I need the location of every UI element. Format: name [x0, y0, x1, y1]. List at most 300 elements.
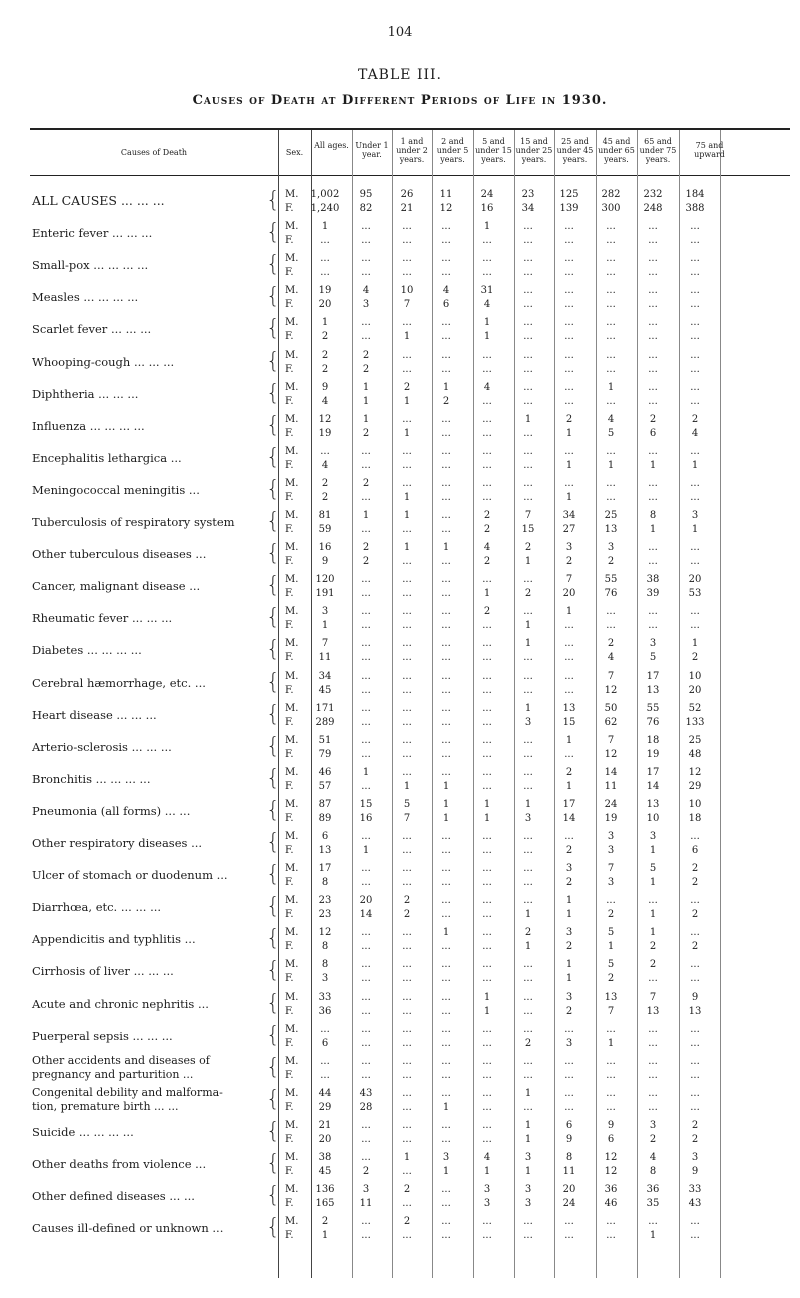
data-cell: 5 — [607, 427, 615, 439]
data-cell: 20 — [359, 895, 373, 907]
data-cell: 44 — [318, 1087, 332, 1099]
brace-glyph: { — [266, 637, 280, 663]
data-cell: 13 — [604, 524, 618, 535]
brace-glyph: { — [266, 541, 280, 567]
data-cell: 13 — [318, 845, 332, 856]
data-cell: ... — [361, 588, 371, 600]
sex-female: F. — [285, 1198, 294, 1210]
data-cell: ... — [690, 959, 700, 971]
data-cell: 36 — [318, 1005, 332, 1017]
data-cell: 133 — [685, 716, 705, 728]
data-cell: 55 — [646, 702, 660, 714]
header-age-group — [554, 137, 596, 164]
data-cell: ... — [482, 395, 492, 407]
data-cell: ... — [482, 491, 492, 503]
data-cell: 1 — [362, 845, 370, 856]
data-cell: 1 — [483, 991, 491, 1003]
data-cell: 2 — [362, 363, 370, 375]
data-cell: 388 — [685, 203, 705, 214]
header-age-group — [596, 137, 637, 164]
data-cell: 1 — [483, 317, 491, 329]
data-cell: ... — [361, 991, 371, 1003]
data-cell: 3 — [649, 831, 657, 842]
data-cell: ... — [690, 395, 700, 407]
data-cell: ... — [482, 863, 492, 875]
data-cell: ... — [523, 477, 533, 489]
data-cell: ... — [564, 652, 574, 664]
data-cell: 15 — [521, 524, 535, 535]
cause-label: ALL CAUSES ... ... ... — [32, 193, 165, 208]
header-label: Under 1 year. — [355, 141, 389, 159]
data-cell: ... — [564, 748, 574, 760]
data-cell: ... — [402, 235, 412, 247]
data-cell: ... — [441, 267, 451, 279]
data-cell: ... — [606, 349, 616, 361]
data-cell: ... — [441, 556, 451, 568]
cause-label: Causes ill-defined or unknown ... — [32, 1221, 224, 1236]
brace-glyph: { — [266, 1151, 280, 1176]
header-age-group — [392, 137, 432, 164]
data-cell: 33 — [688, 1184, 702, 1196]
cause-label: Ulcer of stomach or duodenum ... — [32, 868, 228, 883]
data-cell: ... — [441, 331, 451, 343]
data-cell: 43 — [359, 1087, 373, 1099]
sex-male: M. — [285, 1184, 299, 1196]
data-cell: 14 — [646, 780, 660, 792]
brace-glyph: { — [266, 509, 280, 534]
sex-male: M. — [285, 285, 299, 297]
data-cell: 13 — [562, 702, 576, 714]
data-cell: ... — [690, 349, 700, 361]
data-cell: 13 — [646, 1005, 660, 1017]
data-cell: ... — [482, 766, 492, 778]
data-cell: ... — [482, 1055, 492, 1067]
data-cell: 24 — [604, 798, 618, 810]
data-cell: 2 — [565, 413, 573, 425]
data-cell: 171 — [315, 702, 335, 714]
data-cell: 3 — [362, 1184, 370, 1196]
sex-male: M. — [285, 221, 299, 233]
data-cell: 1 — [524, 702, 532, 714]
data-cell: ... — [361, 606, 371, 618]
data-cell: ... — [523, 1005, 533, 1017]
data-cell: 1 — [403, 1152, 411, 1163]
data-cell: 1 — [565, 973, 573, 985]
data-cell: 1 — [565, 909, 573, 921]
data-cell: ... — [482, 445, 492, 457]
data-cell: ... — [482, 684, 492, 696]
data-cell: ... — [648, 445, 658, 457]
data-cell: 13 — [646, 798, 660, 810]
data-cell: 76 — [604, 588, 618, 600]
data-cell: ... — [690, 831, 700, 842]
data-cell: ... — [564, 235, 574, 247]
cause-label: Influenza ... ... ... ... — [32, 418, 145, 433]
data-cell: ... — [441, 477, 451, 489]
data-cell: 2 — [403, 1216, 411, 1228]
data-cell: 89 — [318, 812, 332, 824]
data-cell: 46 — [604, 1198, 618, 1210]
data-cell: 3 — [524, 1198, 532, 1210]
header-label: 2 and under 5 years. — [436, 137, 469, 164]
data-cell: 5 — [403, 798, 411, 810]
data-cell: ... — [441, 909, 451, 921]
sex-female: F. — [285, 395, 294, 407]
data-cell: 28 — [359, 1101, 373, 1113]
data-cell: ... — [361, 652, 371, 664]
data-cell: 5 — [607, 959, 615, 971]
data-cell: ... — [361, 445, 371, 457]
data-cell: ... — [482, 1069, 492, 1081]
data-cell: 14 — [562, 812, 576, 824]
data-cell: 1 — [362, 395, 370, 407]
data-cell: ... — [441, 895, 451, 907]
cause-label: Puerperal sepsis ... ... ... — [32, 1028, 173, 1043]
data-cell: 20 — [562, 1184, 576, 1196]
data-cell: ... — [482, 235, 492, 247]
data-cell: ... — [606, 221, 616, 233]
brace-glyph: { — [266, 701, 280, 727]
data-cell: 11 — [359, 1198, 373, 1210]
sex-male: M. — [285, 542, 299, 554]
data-cell: ... — [441, 445, 451, 457]
data-cell: 3 — [607, 845, 615, 856]
data-cell: 8 — [321, 959, 329, 971]
data-cell: ... — [564, 331, 574, 343]
data-cell: 29 — [688, 780, 702, 792]
data-cell: ... — [690, 1216, 700, 1228]
data-cell: 6 — [442, 299, 450, 311]
data-cell: 3 — [362, 299, 370, 311]
data-cell: ... — [320, 235, 330, 247]
brace-glyph: { — [266, 797, 280, 823]
data-cell: 12 — [439, 203, 453, 214]
data-cell: 6 — [649, 427, 657, 439]
data-cell: 95 — [359, 189, 373, 200]
brace-glyph: { — [266, 476, 280, 502]
data-cell: ... — [606, 235, 616, 247]
data-cell: ... — [361, 1055, 371, 1067]
data-cell: 1 — [403, 542, 411, 554]
data-cell: ... — [402, 863, 412, 875]
data-cell: 1 — [524, 638, 532, 650]
data-cell: ... — [441, 652, 451, 664]
data-cell: 2 — [691, 877, 699, 889]
data-cell: ... — [523, 959, 533, 971]
data-cell: ... — [482, 748, 492, 760]
data-cell: 2 — [524, 588, 532, 600]
data-cell: 9 — [691, 991, 699, 1003]
data-cell: ... — [523, 734, 533, 746]
data-cell: 1 — [362, 381, 370, 393]
data-cell: ... — [564, 381, 574, 393]
sex-male: M. — [285, 606, 299, 618]
brace-glyph: { — [266, 830, 280, 855]
data-cell: ... — [361, 1069, 371, 1081]
data-cell: ... — [402, 652, 412, 664]
data-cell: ... — [482, 1133, 492, 1145]
data-cell: 7 — [403, 299, 411, 311]
sex-male: M. — [285, 831, 299, 842]
sex-female: F. — [285, 845, 294, 856]
data-cell: ... — [523, 748, 533, 760]
brace-glyph: { — [266, 862, 280, 888]
data-cell: ... — [482, 927, 492, 939]
data-cell: ... — [523, 253, 533, 265]
sex-male: M. — [285, 477, 299, 489]
data-cell: 7 — [649, 991, 657, 1003]
header-sex — [278, 148, 311, 157]
data-cell: ... — [690, 285, 700, 297]
data-cell: ... — [523, 766, 533, 778]
data-cell: ... — [648, 477, 658, 489]
data-cell: 8 — [321, 941, 329, 953]
data-cell: ... — [402, 1087, 412, 1099]
data-cell: 4 — [607, 652, 615, 664]
data-cell: ... — [402, 1023, 412, 1035]
data-cell: ... — [441, 317, 451, 329]
data-cell: ... — [361, 267, 371, 279]
data-cell: 1 — [649, 1230, 657, 1242]
brace-glyph: { — [266, 188, 280, 213]
data-cell: ... — [482, 427, 492, 439]
data-cell: ... — [441, 574, 451, 586]
data-cell: 2 — [524, 1037, 532, 1049]
data-cell: ... — [482, 716, 492, 728]
cause-label: Pneumonia (all forms) ... ... — [32, 803, 191, 818]
data-cell: 1 — [403, 395, 411, 407]
sex-male: M. — [285, 927, 299, 939]
brace-glyph: { — [266, 348, 280, 374]
data-cell: ... — [690, 1101, 700, 1113]
cause-label: Diphtheria ... ... ... — [32, 386, 139, 401]
sex-female: F. — [285, 780, 294, 792]
data-cell: 3 — [607, 831, 615, 842]
data-cell: ... — [564, 285, 574, 297]
sex-female: F. — [285, 1166, 294, 1177]
data-cell: 1 — [321, 221, 329, 233]
data-cell: ... — [523, 606, 533, 618]
data-cell: 3 — [321, 606, 329, 618]
data-cell: ... — [690, 1023, 700, 1035]
data-cell: 26 — [400, 189, 414, 200]
data-cell: ... — [523, 877, 533, 889]
data-cell: ... — [648, 395, 658, 407]
header-label: All ages. — [314, 141, 349, 150]
data-cell: ... — [482, 959, 492, 971]
data-cell: 10 — [688, 670, 702, 682]
data-cell: 2 — [565, 877, 573, 889]
data-cell: ... — [523, 845, 533, 856]
sex-female: F. — [285, 524, 294, 535]
data-cell: ... — [402, 620, 412, 632]
data-cell: 2 — [691, 941, 699, 953]
data-cell: 1 — [649, 524, 657, 535]
data-cell: 48 — [688, 748, 702, 760]
cause-label: Meningococcal meningitis ... — [32, 482, 200, 497]
header-cause — [30, 148, 278, 157]
data-cell: ... — [361, 221, 371, 233]
data-cell: ... — [402, 267, 412, 279]
data-cell: 1 — [403, 331, 411, 343]
data-cell: 12 — [318, 927, 332, 939]
data-cell: 2 — [442, 395, 450, 407]
data-cell: ... — [523, 381, 533, 393]
data-cell: ... — [564, 221, 574, 233]
data-cell: 25 — [604, 510, 618, 521]
data-cell: ... — [441, 459, 451, 471]
header-label: Sex. — [285, 148, 304, 157]
data-cell: ... — [441, 638, 451, 650]
data-cell: 2 — [321, 477, 329, 489]
data-cell: ... — [482, 895, 492, 907]
data-cell: 12 — [604, 684, 618, 696]
data-cell: 4 — [483, 542, 491, 554]
data-cell: ... — [690, 445, 700, 457]
data-cell: ... — [441, 253, 451, 265]
data-cell: 11 — [604, 780, 618, 792]
data-cell: ... — [441, 1230, 451, 1242]
header-label: 45 and under 65 years. — [598, 137, 635, 164]
data-cell: 5 — [607, 927, 615, 939]
data-cell: ... — [648, 973, 658, 985]
data-cell: 3 — [649, 1119, 657, 1131]
data-cell: 2 — [524, 542, 532, 554]
data-cell: 3 — [524, 1152, 532, 1163]
data-cell: 1 — [691, 638, 699, 650]
data-cell: 2 — [321, 1216, 329, 1228]
cause-label: Suicide ... ... ... ... — [32, 1124, 134, 1139]
data-cell: ... — [361, 1230, 371, 1242]
data-cell: 38 — [318, 1152, 332, 1163]
data-cell: ... — [402, 574, 412, 586]
data-cell: 2 — [691, 1119, 699, 1131]
data-cell: ... — [690, 363, 700, 375]
sex-female: F. — [285, 299, 294, 311]
data-cell: 1 — [403, 491, 411, 503]
data-cell: 2 — [691, 909, 699, 921]
table-subtitle: Causes of Death at Different Periods of Life in 1930. — [192, 93, 608, 108]
data-cell: ... — [523, 267, 533, 279]
data-cell: ... — [441, 1023, 451, 1035]
data-cell: ... — [648, 1216, 658, 1228]
data-cell: ... — [482, 1087, 492, 1099]
data-cell: 120 — [315, 574, 335, 586]
data-cell: 1 — [649, 845, 657, 856]
sex-male: M. — [285, 445, 299, 457]
data-cell: ... — [441, 670, 451, 682]
data-cell: 191 — [315, 588, 335, 600]
data-cell: 3 — [607, 877, 615, 889]
sex-female: F. — [285, 588, 294, 600]
data-cell: ... — [690, 253, 700, 265]
cause-label: Rheumatic fever ... ... ... — [32, 611, 173, 626]
data-cell: ... — [606, 1069, 616, 1081]
data-cell: ... — [361, 716, 371, 728]
data-cell: 3 — [442, 1152, 450, 1163]
header-age-group — [352, 141, 392, 159]
data-cell: 27 — [562, 524, 576, 535]
sex-female: F. — [285, 427, 294, 439]
data-cell: 2 — [691, 652, 699, 664]
sex-male: M. — [285, 766, 299, 778]
data-cell: ... — [690, 556, 700, 568]
data-cell: ... — [690, 1055, 700, 1067]
data-cell: 2 — [321, 491, 329, 503]
header-age-group — [637, 137, 679, 164]
data-cell: ... — [690, 331, 700, 343]
data-cell: 33 — [318, 991, 332, 1003]
sex-male: M. — [285, 1087, 299, 1099]
data-cell: ... — [320, 445, 330, 457]
data-cell: 1 — [403, 427, 411, 439]
data-cell: ... — [441, 221, 451, 233]
sex-male: M. — [285, 253, 299, 265]
data-cell: ... — [402, 638, 412, 650]
data-cell: ... — [441, 1184, 451, 1196]
data-cell: ... — [361, 927, 371, 939]
header-label: 65 and under 75 years. — [639, 137, 677, 164]
sex-male: M. — [285, 959, 299, 971]
data-cell: ... — [523, 221, 533, 233]
data-cell: 55 — [604, 574, 618, 586]
data-cell: ... — [690, 1230, 700, 1242]
data-cell: ... — [648, 363, 658, 375]
data-cell: 2 — [691, 413, 699, 425]
data-cell: 1 — [524, 413, 532, 425]
data-cell: 16 — [480, 203, 494, 214]
data-cell: 1 — [524, 556, 532, 568]
data-cell: ... — [441, 959, 451, 971]
sex-female: F. — [285, 363, 294, 375]
data-cell: ... — [523, 363, 533, 375]
sex-female: F. — [285, 973, 294, 985]
data-cell: ... — [648, 1101, 658, 1113]
data-cell: 23 — [318, 909, 332, 921]
brace-glyph: { — [266, 765, 280, 791]
data-cell: 5 — [649, 863, 657, 875]
data-cell: ... — [648, 235, 658, 247]
data-cell: ... — [361, 1037, 371, 1049]
data-cell: 2 — [403, 895, 411, 907]
data-cell: 1 — [607, 459, 615, 471]
data-cell: 15 — [359, 798, 373, 810]
data-cell: 6 — [565, 1119, 573, 1131]
data-cell: ... — [402, 1005, 412, 1017]
sex-male: M. — [285, 1023, 299, 1035]
data-cell: ... — [402, 766, 412, 778]
data-cell: 1 — [524, 798, 532, 810]
data-cell: 53 — [688, 588, 702, 600]
data-cell: ... — [361, 734, 371, 746]
data-cell: 232 — [643, 189, 663, 200]
data-cell: ... — [361, 780, 371, 792]
data-cell: 9 — [691, 1166, 699, 1177]
sex-male: M. — [285, 381, 299, 393]
data-cell: 13 — [604, 991, 618, 1003]
data-cell: 2 — [483, 510, 491, 521]
data-cell: 1 — [483, 812, 491, 824]
cause-label: Appendicitis and typhlitis ... — [32, 932, 196, 947]
cause-label: Acute and chronic nephritis ... — [32, 996, 209, 1011]
data-cell: 12 — [688, 766, 702, 778]
data-cell: 34 — [521, 203, 535, 214]
data-cell: 2 — [483, 606, 491, 618]
data-cell: ... — [482, 1230, 492, 1242]
data-cell: 8 — [649, 1166, 657, 1177]
data-cell: 2 — [403, 909, 411, 921]
data-cell: ... — [648, 299, 658, 311]
